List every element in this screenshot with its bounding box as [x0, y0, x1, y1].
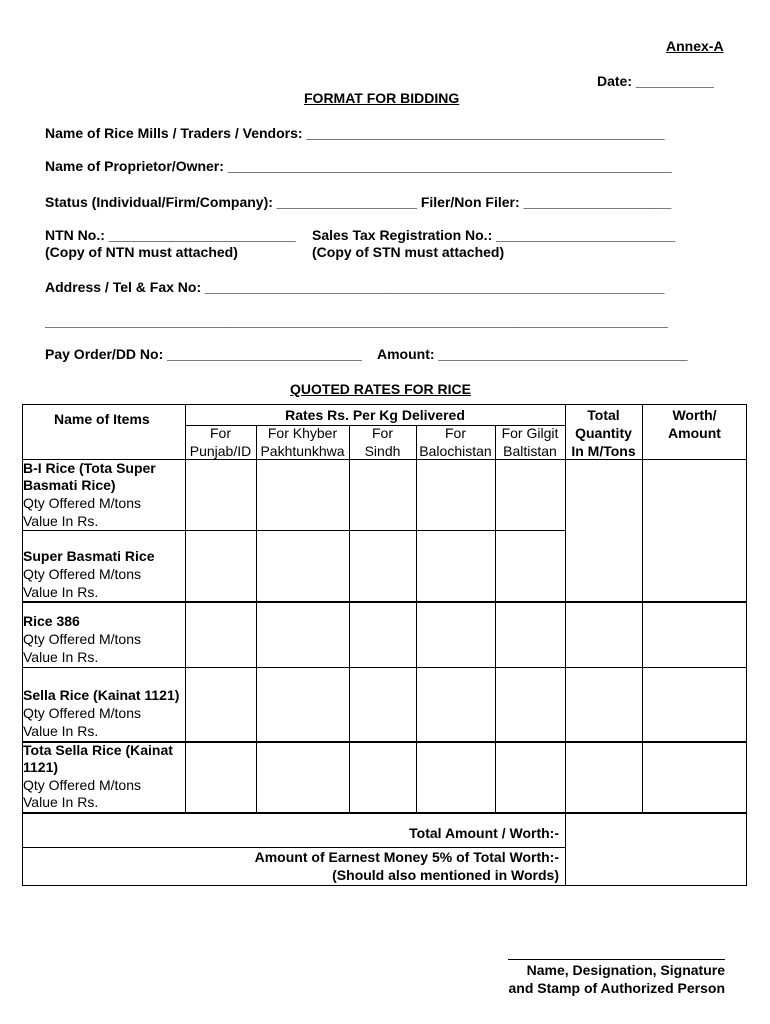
proprietor-field[interactable]: Name of Proprietor/Owner: _________________________________________________________: [45, 158, 672, 174]
value-label: Value In Rs.: [23, 584, 99, 600]
quoted-rates-table: [22, 404, 747, 886]
col-gilgit-l1: For Gilgit: [501, 425, 559, 441]
ntn-note: (Copy of NTN must attached): [45, 244, 238, 260]
pay-order-field[interactable]: Pay Order/DD No: _________________________: [45, 346, 362, 362]
signature-label-2: and Stamp of Authorized Person: [508, 980, 725, 996]
item-name: Super Basmati Rice: [23, 548, 155, 564]
rice-mills-field[interactable]: Name of Rice Mills / Traders / Vendors: ______________________________________________: [45, 125, 665, 141]
item-name: B-I Rice (Tota Super: [23, 460, 156, 476]
col-kpk-l2: Pakhtunkhwa: [260, 443, 345, 459]
annex-label: Annex-A: [666, 38, 724, 54]
stn-field[interactable]: Sales Tax Registration No.: _______________________: [312, 227, 676, 243]
col-balochistan-l2: Balochistan: [419, 443, 492, 459]
qty-label: Qty Offered M/tons: [23, 705, 142, 721]
col-sindh-l2: Sindh: [364, 443, 401, 459]
value-label: Value In Rs.: [23, 723, 99, 739]
qty-label: Qty Offered M/tons: [23, 777, 142, 793]
date-field[interactable]: Date: __________: [597, 73, 714, 89]
col-total-l2: Quantity: [575, 425, 632, 441]
address-field[interactable]: Address / Tel & Fax No: ___________________________________________________________: [45, 279, 665, 295]
col-kpk-l1: For Khyber: [267, 425, 338, 441]
item-name: Sella Rice (Kainat 1121): [23, 687, 180, 703]
col-worth-l1: Worth/: [672, 407, 717, 423]
col-name-of-items: Name of Items: [54, 411, 150, 427]
col-total-l1: Total: [587, 407, 620, 423]
col-gilgit-l2: Baltistan: [503, 443, 557, 459]
col-rates-header: Rates Rs. Per Kg Delivered: [285, 407, 465, 423]
col-punjab-l1: For: [210, 425, 231, 441]
col-balochistan-l1: For: [445, 425, 466, 441]
col-punjab-l2: Punjab/ID: [189, 443, 252, 459]
qty-label: Qty Offered M/tons: [23, 566, 142, 582]
earnest-money-label: Amount of Earnest Money 5% of Total Worth:-: [254, 849, 559, 865]
item-name-cont: 1121): [23, 759, 59, 775]
qty-label: Qty Offered M/tons: [23, 495, 142, 511]
ntn-field[interactable]: NTN No.: ________________________: [45, 227, 296, 243]
stn-note: (Copy of STN must attached): [312, 244, 505, 260]
value-label: Value In Rs.: [23, 513, 99, 529]
value-label: Value In Rs.: [23, 649, 99, 665]
col-worth-l2: Amount: [668, 425, 721, 441]
item-name: Rice 386: [23, 613, 80, 629]
col-sindh-l1: For: [372, 425, 393, 441]
col-total-l3: In M/Tons: [571, 443, 636, 459]
signature-line: [508, 959, 725, 960]
signature-label-1: Name, Designation, Signature: [526, 962, 725, 978]
address-line-2[interactable]: ________________________________________________________________________________: [45, 313, 668, 329]
status-field[interactable]: Status (Individual/Firm/Company): __________________ Filer/Non Filer: ___________________: [45, 194, 672, 210]
item-name-cont: Basmati Rice): [23, 477, 116, 493]
value-label: Value In Rs.: [23, 794, 99, 810]
table-title: QUOTED RATES FOR RICE: [290, 381, 471, 397]
total-worth-label: Total Amount / Worth:-: [409, 825, 559, 841]
item-name: Tota Sella Rice (Kainat: [23, 742, 173, 758]
page-title: FORMAT FOR BIDDING: [304, 90, 460, 106]
amount-field[interactable]: Amount: ________________________________: [377, 346, 688, 362]
qty-label: Qty Offered M/tons: [23, 631, 142, 647]
earnest-money-note: (Should also mentioned in Words): [332, 867, 559, 883]
